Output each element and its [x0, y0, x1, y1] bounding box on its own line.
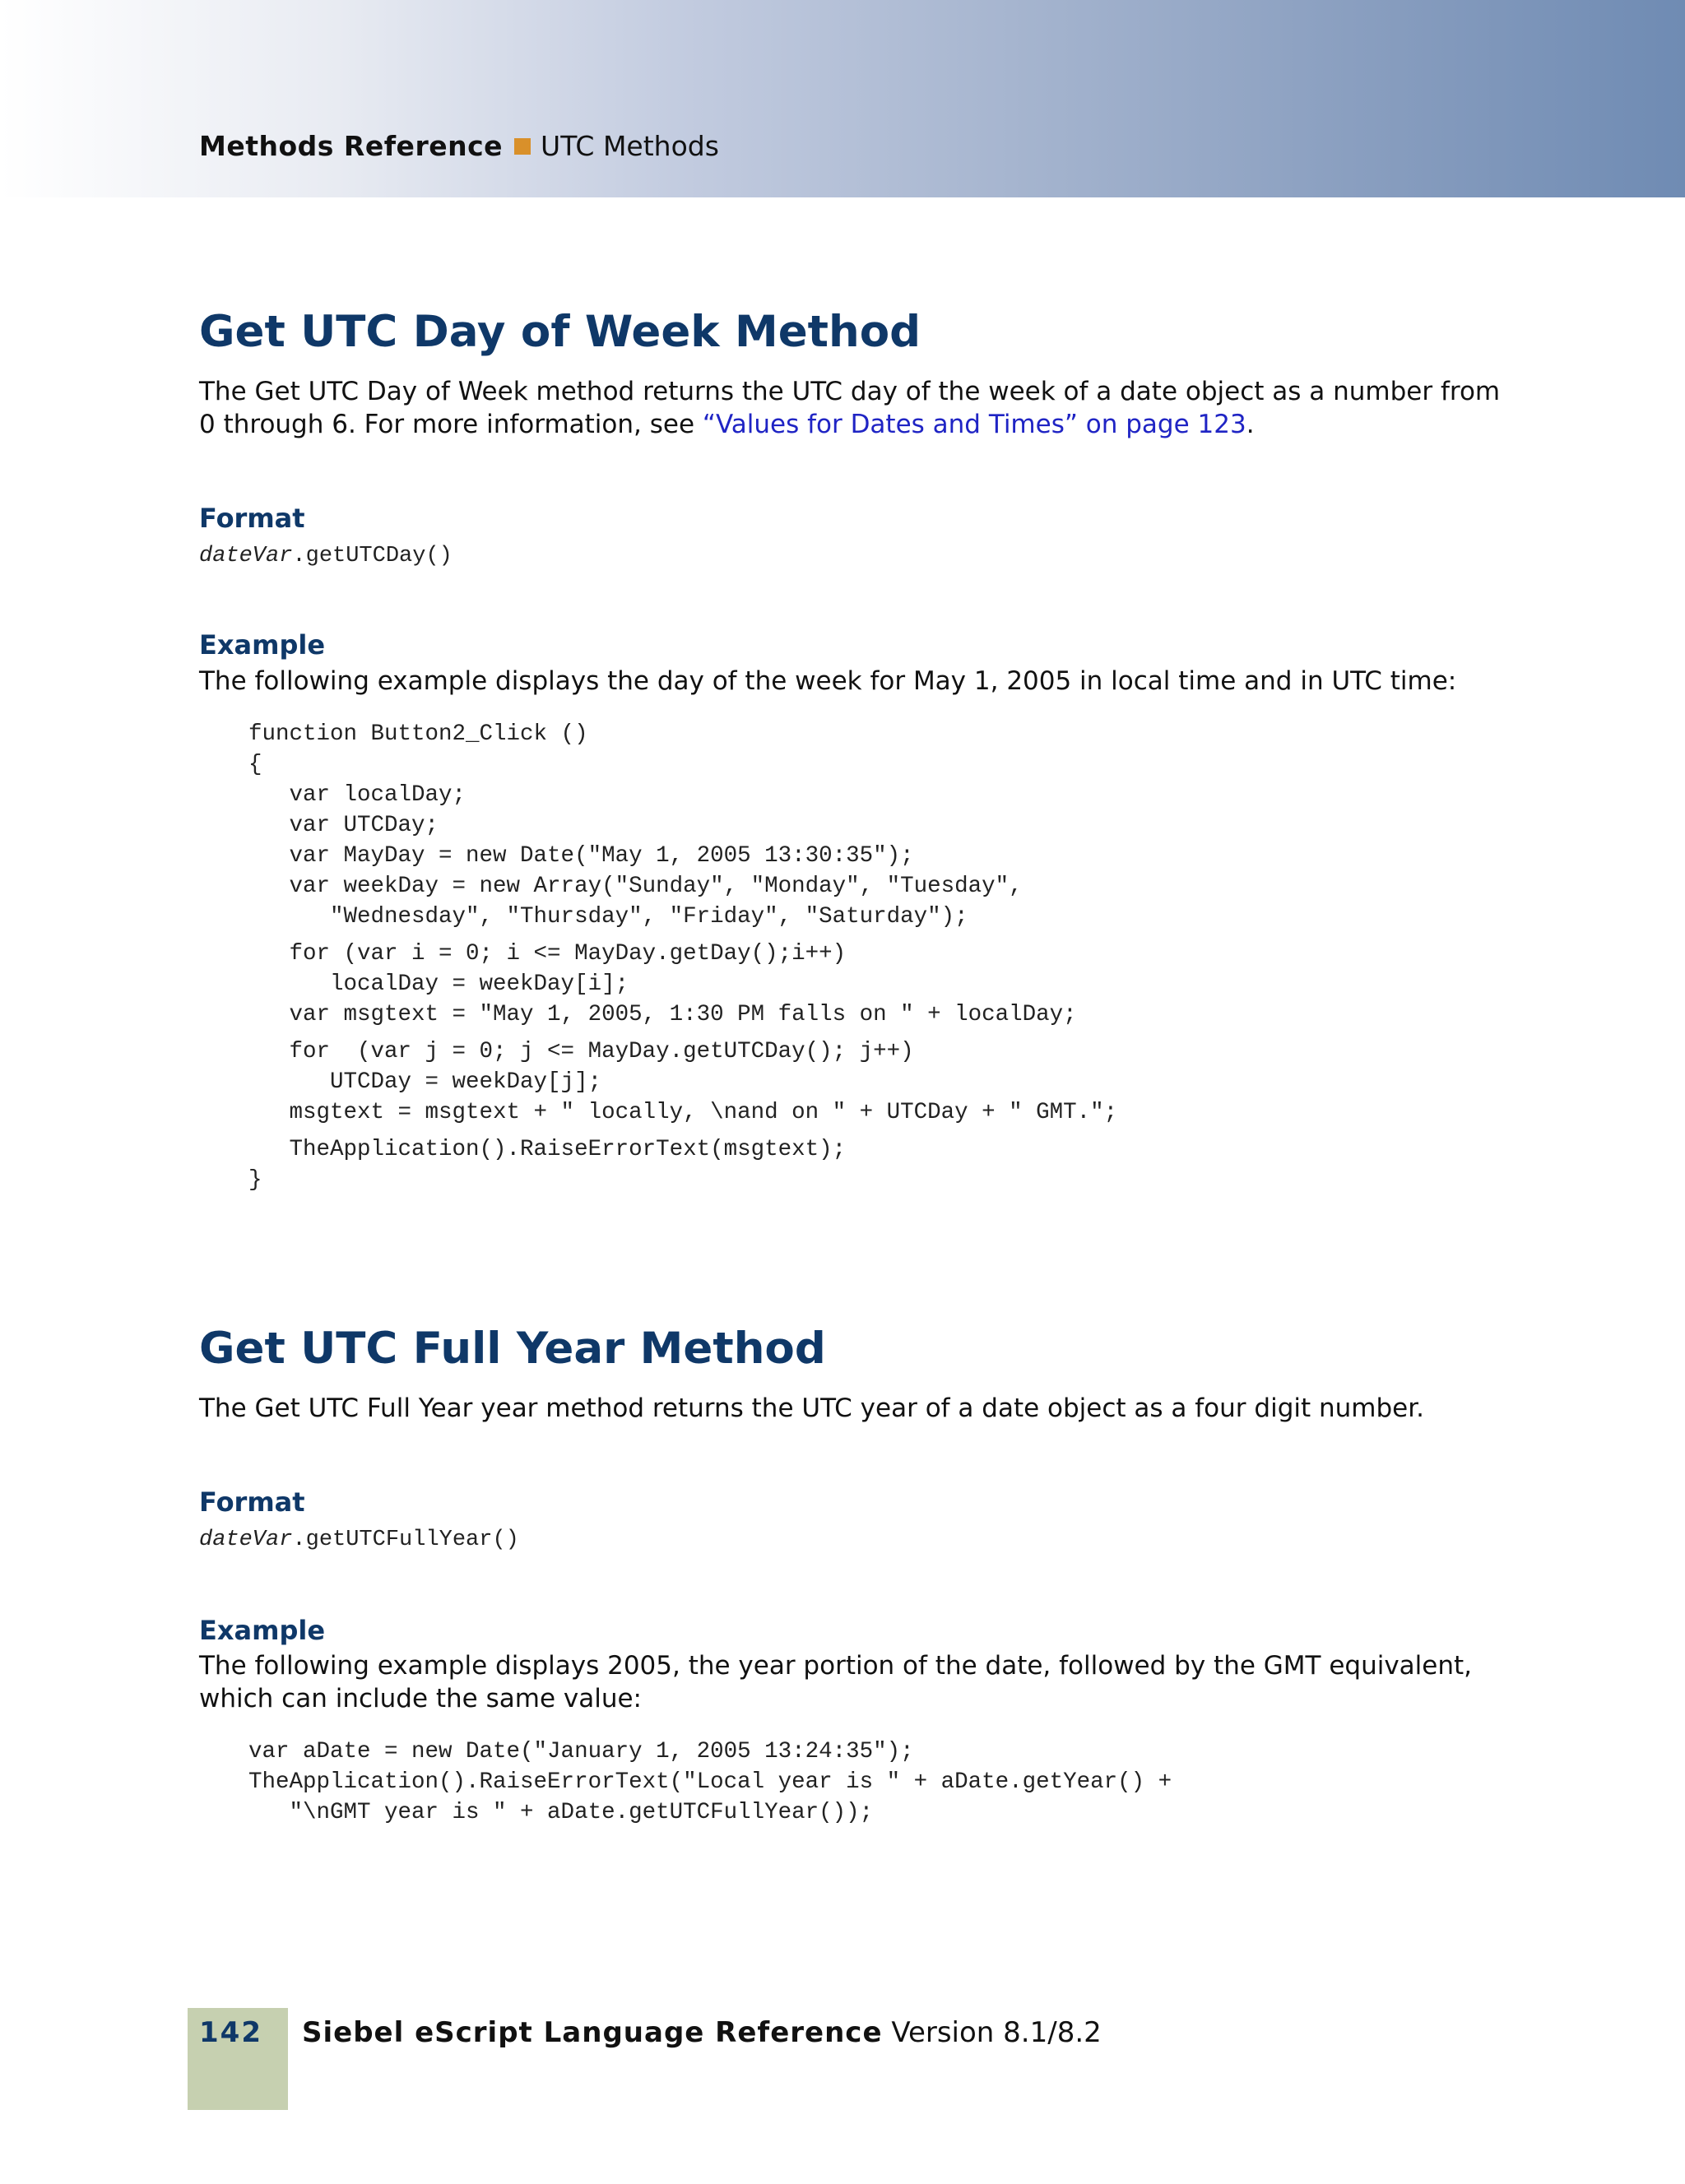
footer-book-title: [302, 2015, 1102, 2050]
cross-reference-link[interactable]: “Values for Dates and Times” on page 123: [702, 410, 1246, 439]
code-example-utc-full-year: var aDate = new Date("January 1, 2005 13:24:35"); TheApplication().RaiseErrorText("Local year is " + aDate.getYear() + "\nGMT year is " + aDate.getUTCFullYear());: [248, 1739, 1172, 1825]
format-syntax: [199, 541, 453, 571]
header-section: Methods Reference: [199, 130, 504, 162]
code-block: for (var j = 0; j <= MayDay.getUTCDay(); j++) UTCDay = weekDay[j]; msgtext = msgtext + " locally, \nand on " + UTCDay + " GMT.";: [289, 1039, 1118, 1125]
code-block: for (var i = 0; i <= MayDay.getDay();i++) localDay = weekDay[i]; var msgtext = "May 1, 2005, 1:30 PM falls on " + localDay;: [289, 941, 1077, 1027]
example-heading: Example: [199, 629, 326, 661]
header-separator-square-icon: [514, 138, 531, 155]
code-block: function Button2_Click () { var localDay; var UTCDay; var MayDay = new Date("May 1, 2005 13:30:35"); var weekDay = new Array("Sunday", "Monday", "Tuesday", "Wednesday", "Thursday", "Friday", "Saturday");: [248, 721, 1023, 930]
example-heading: Example: [199, 1615, 326, 1646]
format-method: .getUTCFullYear(): [292, 1528, 519, 1552]
book-version: Version 8.1/8.2: [891, 2016, 1102, 2049]
format-method: .getUTCDay(): [292, 544, 453, 568]
section-title-utc-full-year: Get UTC Full Year Method: [199, 1324, 826, 1374]
code-example-utc-day: [248, 719, 1117, 1195]
format-heading: Format: [199, 1486, 305, 1518]
code-block: TheApplication().RaiseErrorText(msgtext); }: [248, 1137, 847, 1193]
description-text: The Get UTC Day of Week method returns the UTC day of the week of a date object as a number from 0 through 6. For more information, see: [199, 377, 1501, 439]
format-variable: dateVar: [199, 544, 293, 568]
page-header-banner: [0, 0, 1685, 197]
running-header: [199, 130, 719, 163]
example-description: The following example displays 2005, the year portion of the date, followed by the GMT equivalent, which can include the same value:: [199, 1651, 1473, 1713]
section-title-utc-day: Get UTC Day of Week Method: [199, 307, 921, 357]
header-subsection: UTC Methods: [541, 130, 719, 162]
page-number: 142: [199, 2016, 262, 2049]
format-syntax: [199, 1525, 519, 1555]
format-variable: dateVar: [199, 1528, 293, 1552]
section-description-utc-day: [199, 375, 1516, 441]
section-description-utc-full-year: The Get UTC Full Year year method returns the UTC year of a date object as a four digit number.: [199, 1393, 1424, 1423]
format-heading: Format: [199, 503, 305, 534]
example-description: The following example displays the day of the week for May 1, 2005 in local time and in UTC time:: [199, 666, 1457, 696]
book-title: Siebel eScript Language Reference: [302, 2016, 883, 2049]
description-end: .: [1246, 410, 1255, 439]
